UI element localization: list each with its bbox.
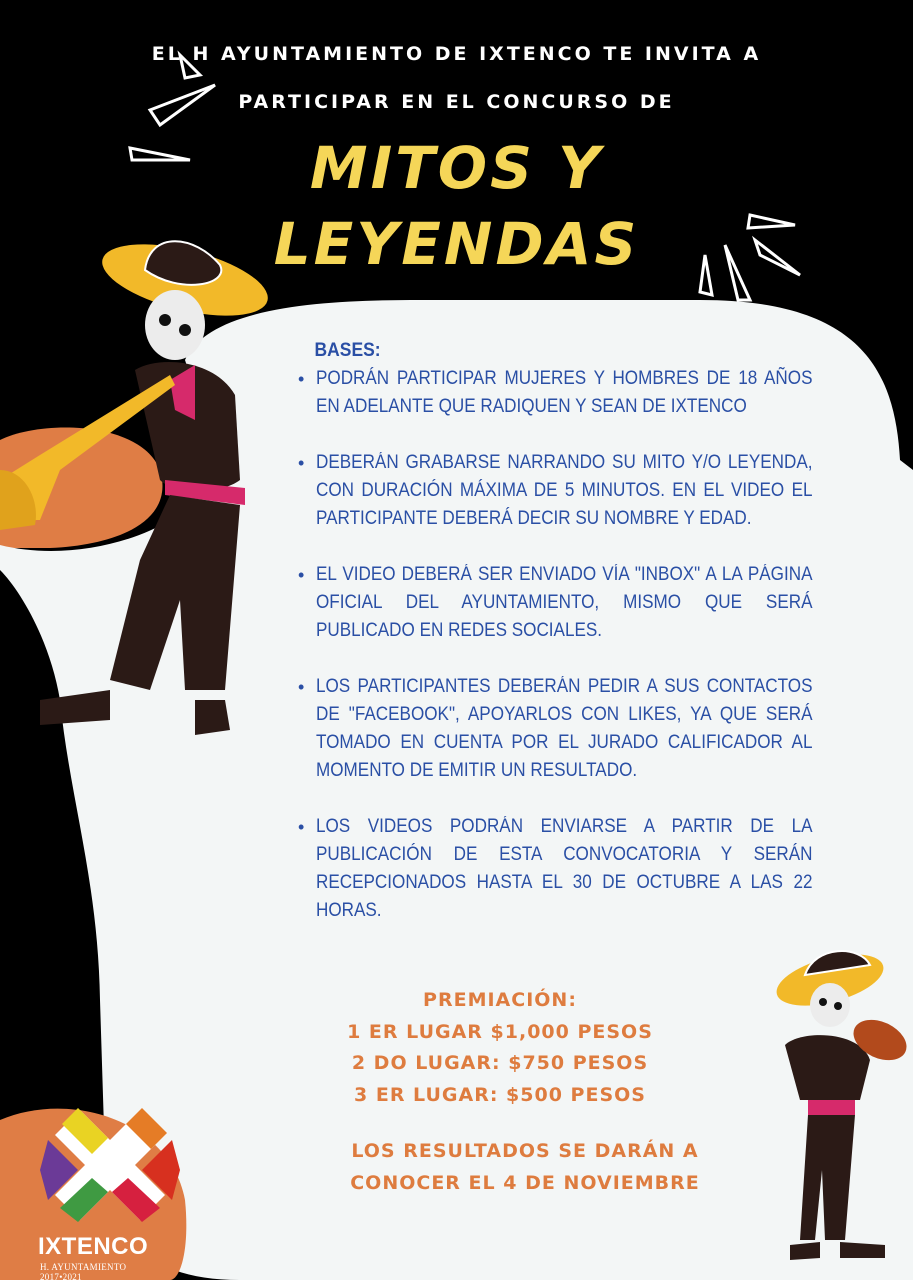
- invitation-line-2: PARTICIPAR EN EL CONCURSO DE: [238, 91, 675, 113]
- results-line-1: LOS RESULTADOS SE DARÁN A: [351, 1140, 699, 1162]
- prizes-heading: PREMIACIÓN:: [423, 989, 577, 1011]
- invitation-line-1: EL H AYUNTAMIENTO DE IXTENCO TE INVITA A: [151, 43, 762, 65]
- rule-item: [298, 673, 813, 785]
- title-line-2: LEYENDAS: [273, 210, 640, 278]
- contest-rules: [298, 337, 813, 953]
- first-prize: 1 ER LUGAR $1,000 PESOS: [347, 1020, 653, 1043]
- rule-item: [298, 561, 813, 645]
- results-line-2: CONOCER EL 4 DE NOVIEMBRE: [350, 1172, 700, 1194]
- second-prize: 2 DO LUGAR: $750 PESOS: [351, 1052, 649, 1074]
- rule-text: PODRÁN PARTICIPAR MUJERES Y HOMBRES DE 18 AÑOS EN ADELANTE QUE RADIQUEN Y SEAN DE IXTENCO: [316, 368, 813, 417]
- bullet-icon: •: [298, 817, 305, 837]
- logo-name: IXTENCO: [38, 1233, 149, 1260]
- results-announcement: [300, 1135, 750, 1199]
- rules-list: [298, 365, 813, 925]
- bullet-icon: •: [298, 453, 305, 473]
- bullet-icon: •: [298, 369, 305, 389]
- rule-text: LOS PARTICIPANTES DEBERÁN PEDIR A SUS CONTACTOS DE "FACEBOOK", APOYARLOS CON LIKES, YA QUE SERÁ TOMADO EN CUENTA POR EL JURADO CALIFICADOR AL MOMENTO DE EMITIR UN RESULTADO.: [316, 676, 813, 781]
- bullet-icon: •: [298, 565, 305, 585]
- rule-item: [298, 449, 813, 533]
- invitation-text: [60, 30, 853, 126]
- rule-item: [298, 813, 813, 925]
- bullet-icon: •: [298, 677, 305, 697]
- rule-item: [298, 365, 813, 421]
- rule-text: DEBERÁN GRABARSE NARRANDO SU MITO Y/O LEYENDA, CON DURACIÓN MÁXIMA DE 5 MINUTOS. EN EL VIDEO EL PARTICIPANTE DEBERÁ DECIR SU NOMBRE Y EDAD.: [316, 452, 813, 529]
- rule-text: LOS VIDEOS PODRÁN ENVIARSE A PARTIR DE LA PUBLICACIÓN DE ESTA CONVOCATORIA Y SERÁN RECEPCIONADOS HASTA EL 30 DE OCTUBRE A LAS 22 HORAS.: [316, 816, 813, 921]
- third-prize: 3 ER LUGAR: $500 PESOS: [354, 1083, 646, 1106]
- rule-text: EL VIDEO DEBERÁ SER ENVIADO VÍA "INBOX" A LA PÁGINA OFICIAL DEL AYUNTAMIENTO, MISMO QUE SERÁ PUBLICADO EN REDES SOCIALES.: [316, 564, 813, 641]
- title-line-1: MITOS Y: [309, 134, 604, 202]
- prizes-section: [300, 985, 700, 1111]
- logo-subtitle: H. AYUNTAMIENTO 2017•2021: [40, 1262, 127, 1280]
- contest-title: [200, 130, 713, 282]
- rules-heading: BASES:: [314, 340, 381, 361]
